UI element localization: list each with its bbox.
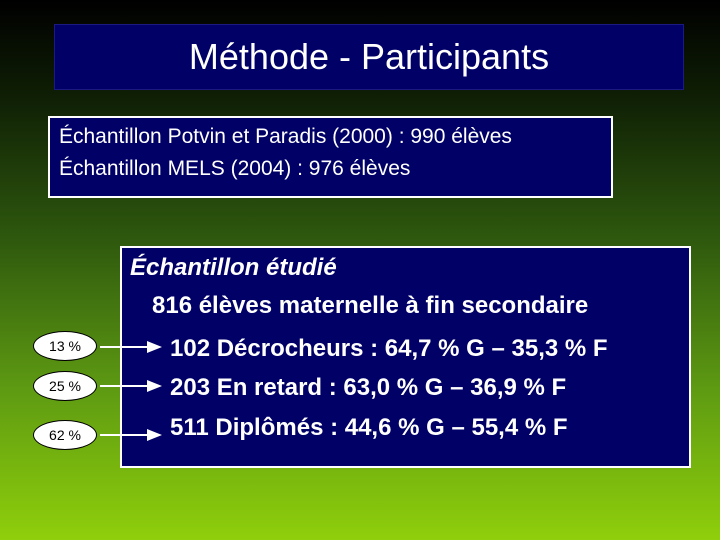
group-line-dropouts: 102 Décrocheurs : 64,7 % G – 35,3 % F — [170, 335, 608, 362]
sample-line-potvin: Échantillon Potvin et Paradis (2000) : 990 élèves — [59, 125, 512, 148]
study-heading: Échantillon étudié — [130, 254, 337, 281]
percent-badge-graduates: 62 % — [33, 420, 97, 450]
sample-line-mels: Échantillon MELS (2004) : 976 élèves — [59, 157, 411, 180]
samples-box — [48, 116, 613, 198]
percent-badge-delayed: 25 % — [33, 371, 97, 401]
study-total: 816 élèves maternelle à fin secondaire — [152, 292, 589, 319]
arrow-right-icon — [99, 428, 163, 442]
group-line-delayed: 203 En retard : 63,0 % G – 36,9 % F — [170, 374, 567, 401]
group-line-graduates: 511 Diplômés : 44,6 % G – 55,4 % F — [170, 414, 568, 441]
percent-badge-dropouts: 13 % — [33, 331, 97, 361]
arrow-right-icon — [99, 340, 163, 354]
study-sample-box — [120, 246, 691, 468]
slide-title: Méthode - Participants — [188, 36, 550, 77]
arrow-right-icon — [99, 379, 163, 393]
title-box — [54, 24, 684, 90]
